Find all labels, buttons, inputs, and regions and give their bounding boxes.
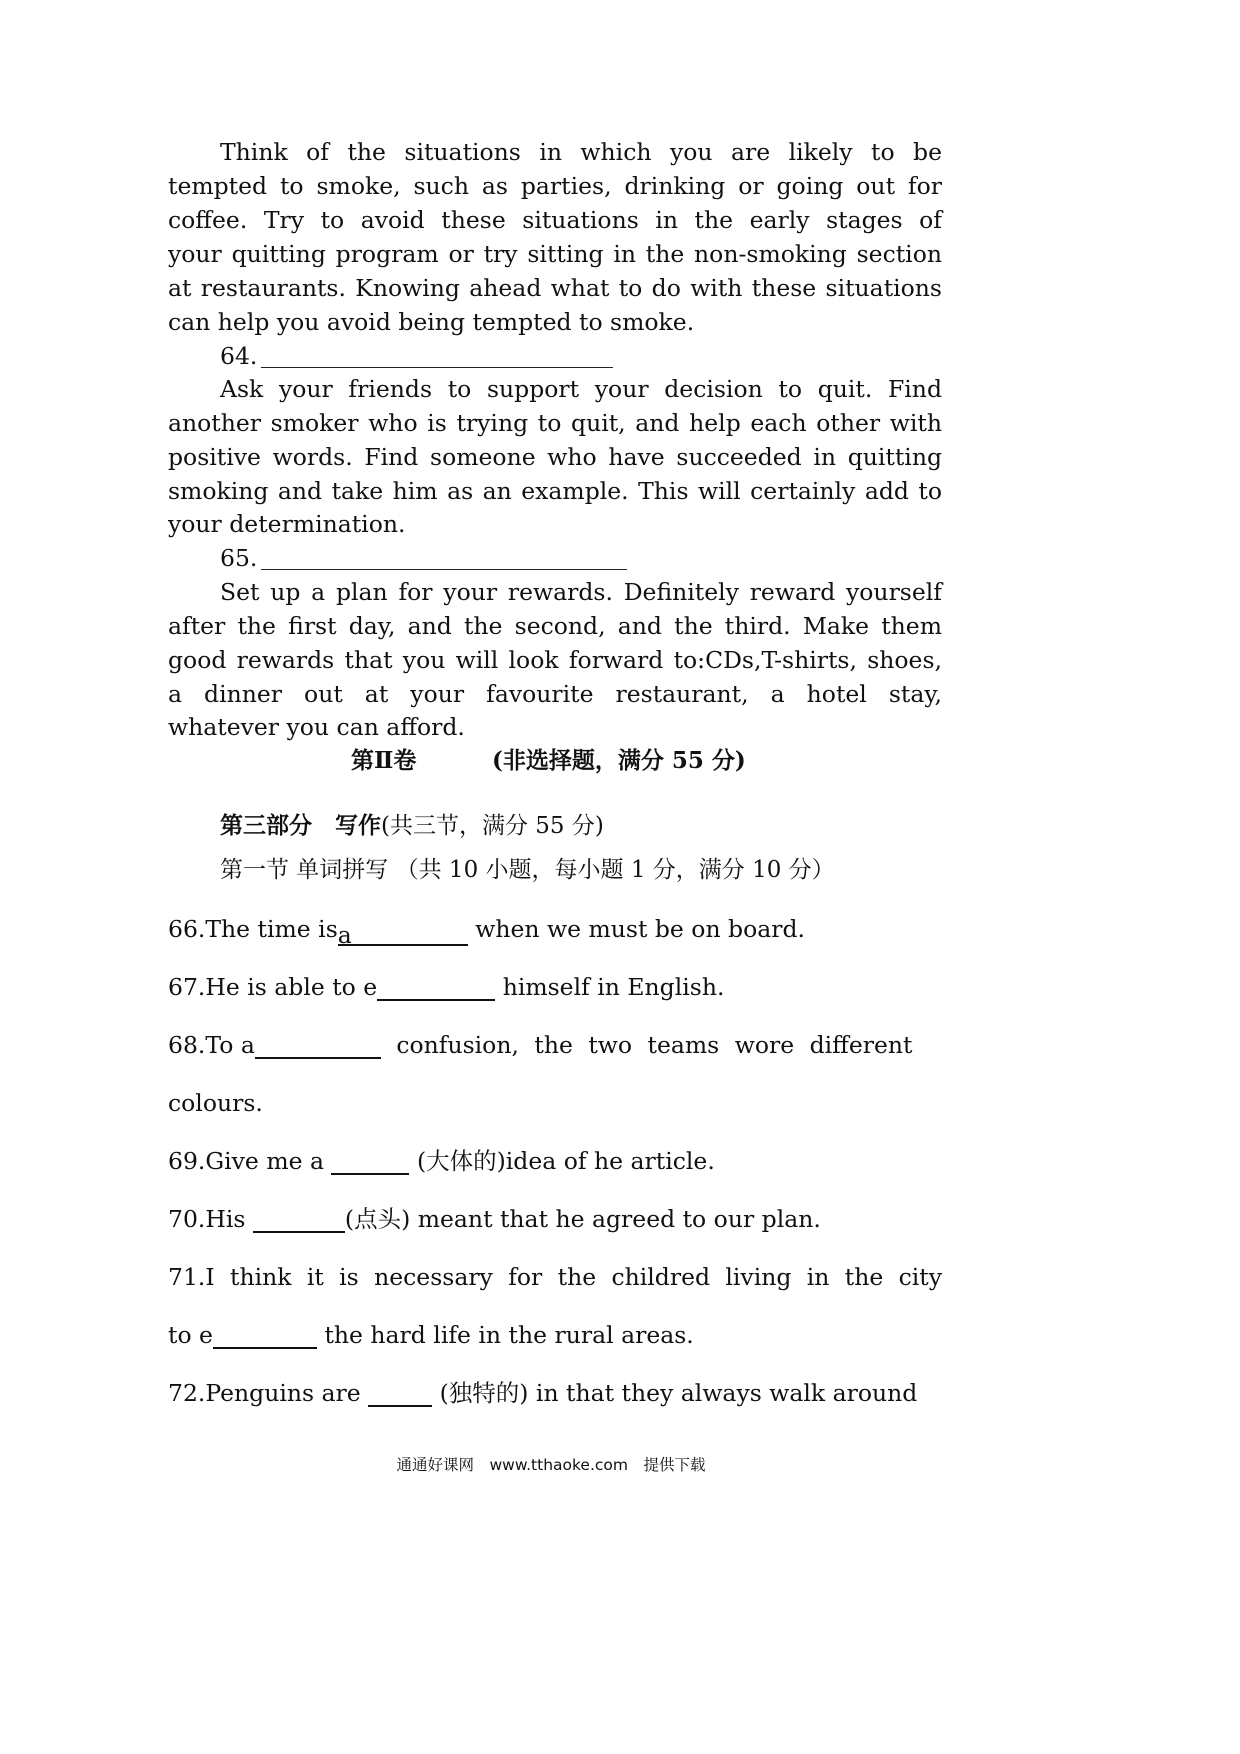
page-footer: 通通好课网 www.tthaoke.com 提供下载 xyxy=(396,1456,706,1474)
passage-c-line-5: whatever you can afford. xyxy=(168,713,465,741)
passage-a-line-2: tempted to smoke, such as parties, drinking or going out for xyxy=(168,172,942,200)
q66-blank[interactable] xyxy=(337,918,468,949)
passage-a-line-5: at restaurants. Knowing ahead what to do with these situations xyxy=(168,274,942,302)
part-heading-note: (共三节，满分 55 分) xyxy=(381,813,604,839)
passage-a-line-6: can help you avoid being tempted to smoke. xyxy=(168,308,695,336)
q66-text-before: 66.The time is xyxy=(168,915,338,943)
q70-text-before: 70.His xyxy=(168,1205,253,1233)
question-71: 71.I think it is necessary for the childred living in the city xyxy=(168,1263,942,1291)
q69-text-after: (大体的)idea of he article. xyxy=(409,1147,715,1175)
q67-blank[interactable] xyxy=(377,973,495,1001)
question-67 xyxy=(168,970,942,1004)
q72-text-before: 72.Penguins are xyxy=(168,1379,369,1407)
passage-b-line-4: smoking and take him as an example. This will certainly add to xyxy=(168,477,942,505)
question-68 xyxy=(168,1028,942,1062)
q68-text-after: confusion, the two teams wore different xyxy=(380,1031,913,1059)
q71-text-after: the hard life in the rural areas. xyxy=(316,1321,694,1349)
passage-a-line-4: your quitting program or try sitting in the non-smoking section xyxy=(168,240,942,268)
q66-text-after: when we must be on board. xyxy=(467,915,806,943)
question-70 xyxy=(168,1202,942,1236)
part-heading xyxy=(220,809,604,843)
item-65 xyxy=(220,541,627,575)
passage-a-line-1: Think of the situations in which you are likely to be xyxy=(220,138,942,166)
question-69 xyxy=(168,1144,942,1178)
passage-b-line-2: another smoker who is trying to quit, and help each other with xyxy=(168,409,942,437)
item-64 xyxy=(220,339,613,373)
q66-hint-letter: a xyxy=(337,921,352,949)
passage-b-line-3: positive words. Find someone who have succeeded in quitting xyxy=(168,443,942,471)
passage-b-line-5: your determination. xyxy=(168,510,406,538)
q69-blank[interactable] xyxy=(331,1147,409,1175)
item-64-number: 64. xyxy=(220,342,258,370)
q69-text-before: 69.Give me a xyxy=(168,1147,332,1175)
section-heading: 第一节 单词拼写 （共 10 小题，每小题 1 分，满分 10 分） xyxy=(220,857,835,883)
q68-text-before: 68.To a xyxy=(168,1031,255,1059)
q71-text-before: to e xyxy=(168,1321,213,1349)
q70-text-after: (点头) meant that he agreed to our plan. xyxy=(344,1205,821,1233)
question-66 xyxy=(168,912,942,949)
q70-blank[interactable] xyxy=(253,1205,345,1233)
q67-text-before: 67.He is able to e xyxy=(168,973,378,1001)
q72-blank[interactable] xyxy=(368,1379,432,1407)
passage-c-line-4: a dinner out at your favourite restaurant, a hotel stay, xyxy=(168,680,942,708)
item-65-number: 65. xyxy=(220,544,258,572)
q68-blank[interactable] xyxy=(255,1031,381,1059)
volume-heading-label: 第Ⅱ卷 xyxy=(351,747,417,774)
q71-blank[interactable] xyxy=(213,1321,317,1349)
passage-c-line-1: Set up a plan for your rewards. Definitely reward yourself xyxy=(220,578,942,606)
part-heading-title: 第三部分 写作 xyxy=(220,812,381,839)
question-68-continued: colours. xyxy=(168,1089,263,1117)
question-72 xyxy=(168,1376,942,1410)
q67-text-after: himself in English. xyxy=(495,973,725,1001)
passage-c-line-2: after the first day, and the second, and the third. Make them xyxy=(168,612,942,640)
volume-heading-note: (非选择题，满分 55 分) xyxy=(492,747,746,774)
passage-b-line-1: Ask your friends to support your decision to quit. Find xyxy=(220,375,942,403)
question-71-continued xyxy=(168,1318,942,1352)
item-64-blank[interactable] xyxy=(261,343,613,368)
item-65-blank[interactable] xyxy=(261,545,627,570)
passage-c-line-3: good rewards that you will look forward to:CDs,T-shirts, shoes, xyxy=(168,646,942,674)
q72-text-after: (独特的) in that they always walk around xyxy=(432,1379,918,1407)
passage-a-line-3: coffee. Try to avoid these situations in the early stages of xyxy=(168,206,942,234)
